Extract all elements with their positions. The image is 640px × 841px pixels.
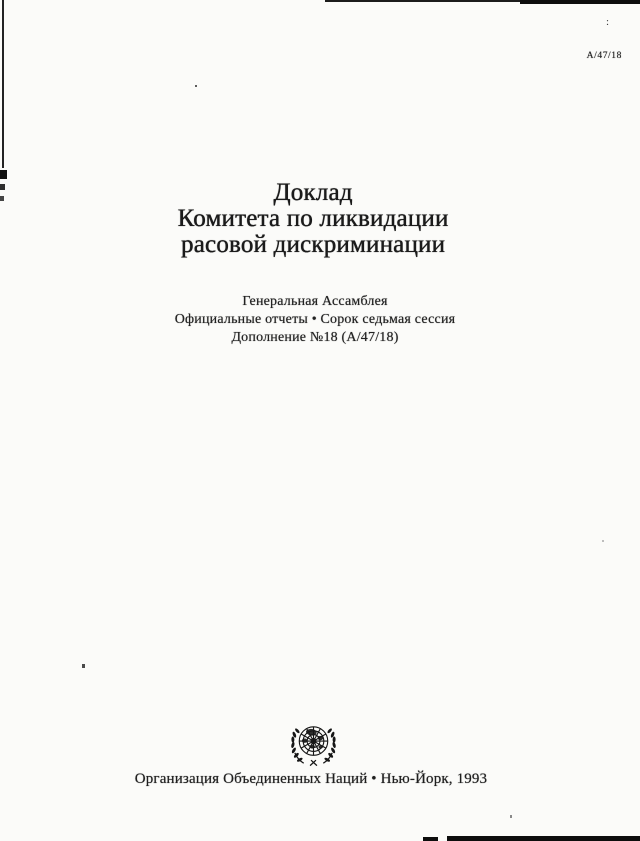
scan-artifact-bottom-bar [423, 837, 438, 841]
scan-artifact-left-tick [0, 170, 7, 179]
scan-artifact-top-bar-right [520, 0, 640, 4]
scan-artifact-left-line [2, 0, 4, 168]
report-title-line-2: Комитета по ликвидации [177, 205, 449, 232]
scan-speck [510, 815, 512, 818]
corner-mark: : [606, 16, 610, 28]
session-info [0, 293, 630, 347]
un-emblem-icon [287, 719, 340, 771]
report-title [0, 180, 626, 258]
session-info-line-1: Генеральная Ассамблея [242, 294, 388, 309]
report-title-line-1: Доклад [273, 179, 353, 206]
session-info-line-2: Официальные отчеты • Сорок седьмая сессия [174, 312, 456, 327]
scan-speck [82, 664, 85, 668]
imprint-line: Организация Объединенных Наций • Нью-Йорк, 1993 [134, 771, 488, 787]
scan-artifact-bottom-bar [447, 836, 640, 841]
scan-speck [195, 85, 197, 87]
scan-artifact-top-bar [325, 0, 535, 2]
session-info-line-3: Дополнение №18 (A/47/18) [231, 330, 399, 345]
report-title-line-3: расовой дискриминации [180, 231, 446, 258]
document-symbol: A/47/18 [586, 51, 622, 61]
scan-speck [602, 540, 604, 542]
